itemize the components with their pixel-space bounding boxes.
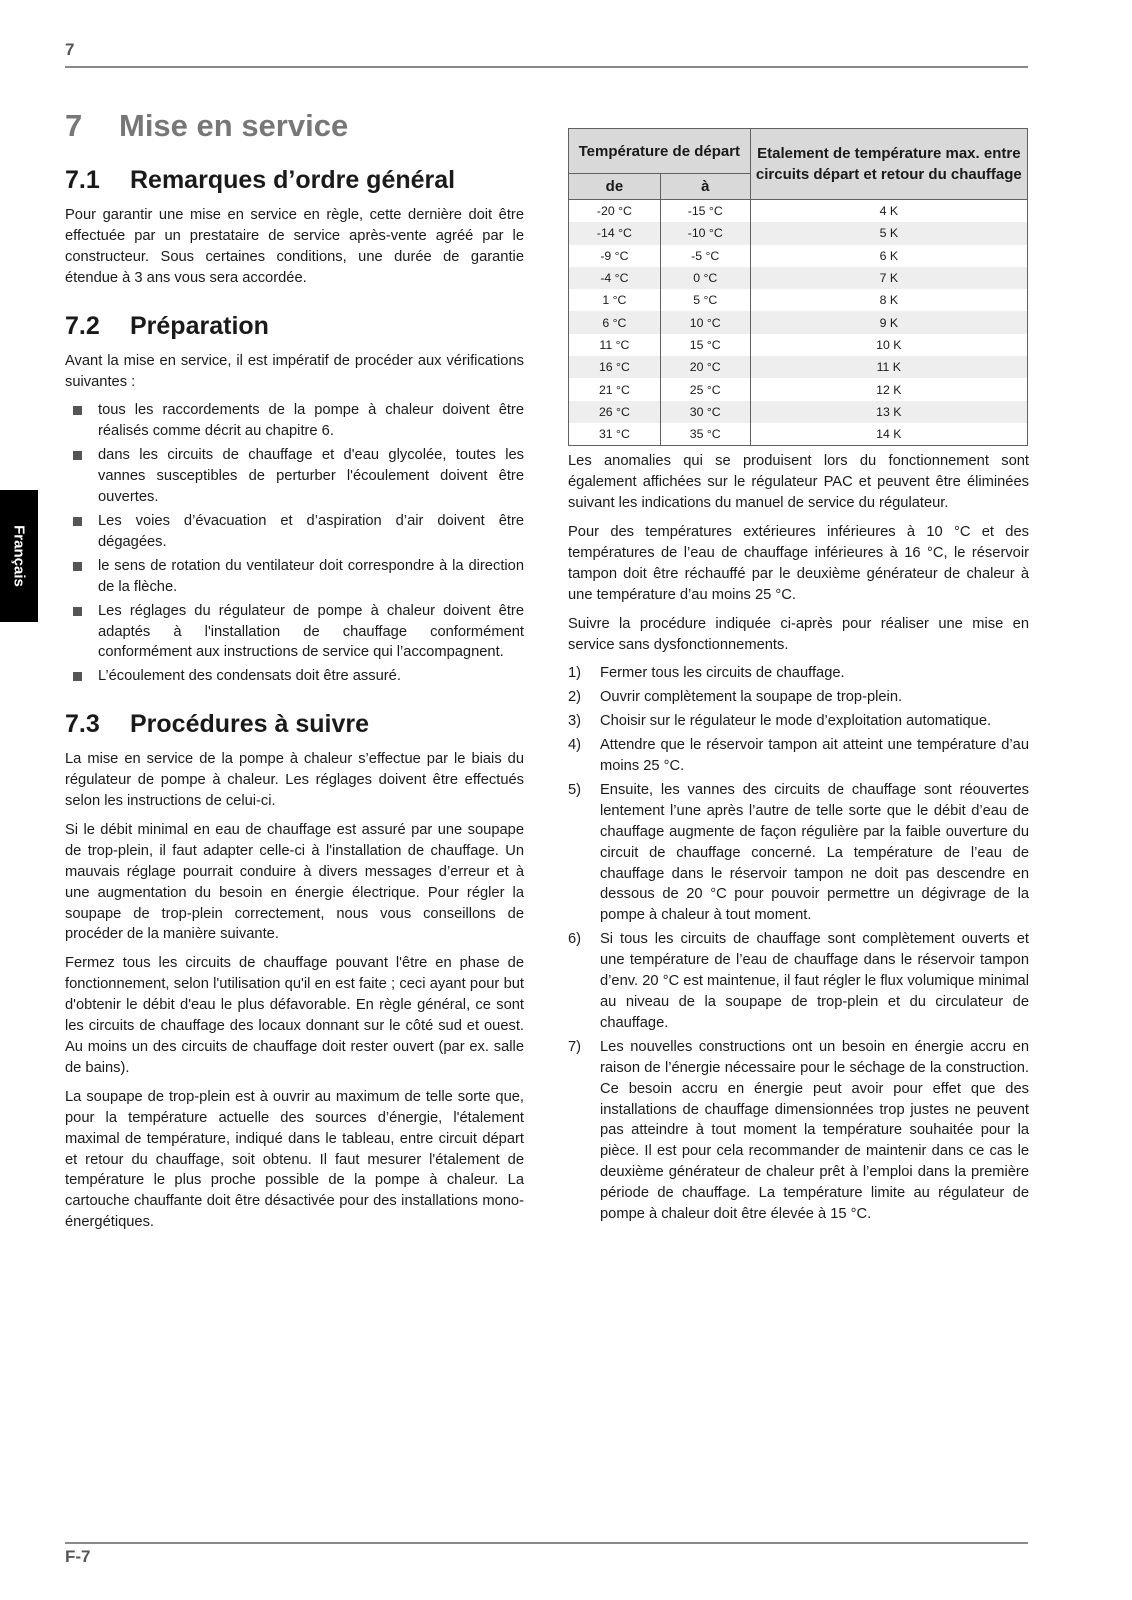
chapter-title-text: Mise en service — [119, 108, 349, 143]
cell-spread: 9 K — [750, 311, 1027, 333]
step-number: 4) — [568, 737, 582, 754]
cell-to: 5 °C — [660, 289, 750, 311]
cell-from: 26 °C — [569, 401, 661, 423]
step-item — [568, 711, 1029, 732]
list-item: dans les circuits de chauffage et d'eau glycolée, toutes les vannes susceptibles de perturber l'écoulement doivent être ouvertes. — [65, 445, 524, 508]
header-chapter-number: 7 — [65, 40, 75, 59]
cell-spread: 11 K — [750, 356, 1027, 378]
step-text: Les nouvelles constructions ont un besoin en énergie accru en raison de l’énergie nécessaire pour le séchage de la construction. Ce besoin accru en énergie peut avoir pour effet que des installations de chauffage dimensionnées trop justes ne peuvent pas atteindre à tout moment la température souhaitée pour la pièce. Il est pour cela recommander de maintenir dans ce cas le deuxième générateur de chaleur prêt à l’emploi dans la première période de chauffage. La température limite au régulateur de pompe à chaleur doit être élevée à 15 °C. — [600, 1038, 1029, 1223]
cell-to: 10 °C — [660, 311, 750, 333]
section-7-2-heading — [65, 312, 524, 341]
cell-from: -9 °C — [569, 245, 661, 267]
section-7-1-heading — [65, 166, 524, 195]
step-number: 1) — [568, 665, 582, 682]
section-7-1 — [65, 166, 524, 289]
header-rule — [65, 66, 1028, 68]
cell-spread: 13 K — [750, 401, 1027, 423]
footer-rule — [65, 1542, 1028, 1544]
step-text: Choisir sur le régulateur le mode d’exploitation automatique. — [600, 713, 992, 730]
table-row — [569, 289, 1028, 311]
footer-page-number: F-7 — [65, 1547, 91, 1566]
cell-spread: 8 K — [750, 289, 1027, 311]
section-title: Préparation — [130, 311, 269, 340]
list-item: le sens de rotation du ventilateur doit correspondre à la direction de la flèche. — [65, 556, 524, 598]
step-item — [568, 687, 1029, 708]
section-title: Remarques d’ordre général — [130, 166, 456, 194]
cell-from: 16 °C — [569, 356, 661, 378]
paragraph: Fermez tous les circuits de chauffage pouvant l'être en phase de fonctionnement, selon l'utilisation qu'il en est faite ; ceci ayant pour but d'obtenir le débit d'eau le plus défavorable. En règle général, ce sont les circuits de chauffage des locaux donnant sur le côté sud et ouest. Au moins un des circuits de chauffage doit rester ouvert (par ex. salle de bains). — [65, 955, 524, 1076]
table-row — [569, 378, 1028, 400]
paragraph: Suivre la procédure indiquée ci-après pour réaliser une mise en service sans dysfonctionnements. — [568, 615, 1029, 653]
cell-to: 20 °C — [660, 356, 750, 378]
step-number: 2) — [568, 689, 582, 706]
step-text: Ensuite, les vannes des circuits de chauffage sont réouvertes lentement l’une après l’autre de telle sorte que le débit d’eau de chauffage augmente de façon régulière par la faible ouverture du circuit de chauffage concerné. La température de l’eau de chauffage dans le réservoir tampon ne doit pas descendre en dessous de 20 °C pour pouvoir permettre un dégivrage de la pompe à chaleur à tout moment. — [600, 781, 1029, 924]
paragraph: Si le débit minimal en eau de chauffage est assuré par une soupape de trop-plein, il faut adapter celle-ci à l'installation de chauffage. Un mauvais réglage pourrait conduire à divers messages d’erreur et à une augmentation du besoin en énergie électrique. Pour régler la soupape de trop-plein correctement, nous vous conseillons de procéder de la manière suivante. — [65, 821, 524, 943]
cell-to: -5 °C — [660, 245, 750, 267]
cell-to: 30 °C — [660, 401, 750, 423]
section-number: 7.2 — [65, 311, 100, 340]
cell-from: -20 °C — [569, 200, 661, 223]
section-number: 7.1 — [65, 166, 100, 194]
cell-from: 1 °C — [569, 289, 661, 311]
step-number: 5) — [568, 781, 582, 798]
step-text: Ouvrir complètement la soupape de trop-plein. — [600, 689, 903, 706]
language-tab-label: Français — [10, 525, 28, 587]
header-flow-temperature: Température de départ — [569, 129, 751, 174]
cell-to: 25 °C — [660, 378, 750, 400]
step-text: Attendre que le réservoir tampon ait atteint une température d’au moins 25 °C. — [600, 737, 1029, 775]
step-text: Fermer tous les circuits de chauffage. — [600, 665, 845, 682]
table-row — [569, 334, 1028, 356]
table-row — [569, 423, 1028, 446]
step-number: 7) — [568, 1038, 582, 1055]
paragraph: Les anomalies qui se produisent lors du fonctionnement sont également affichées sur le régulateur PAC et peuvent être éliminées suivant les indications du manuel de service du régulateur. — [568, 453, 1029, 512]
step-number: 3) — [568, 713, 582, 730]
table-row — [569, 222, 1028, 244]
cell-spread: 5 K — [750, 222, 1027, 244]
section-7-2 — [65, 312, 524, 688]
cell-spread: 10 K — [750, 334, 1027, 356]
section-number: 7.3 — [65, 710, 100, 739]
paragraph: Avant la mise en service, il est impératif de procéder aux vérifications suivantes : — [65, 352, 524, 390]
step-number: 6) — [568, 931, 582, 948]
list-item: Les réglages du régulateur de pompe à chaleur doivent être adaptés à l'installation de chauffage conformément conformément aux instructions de service qui l’accompagnent. — [65, 601, 524, 664]
cell-spread: 6 K — [750, 245, 1027, 267]
cell-from: -4 °C — [569, 267, 661, 289]
table-row — [569, 356, 1028, 378]
paragraph: Pour des températures extérieures inférieures à 10 °C et des températures de l’eau de chauffage inférieures à 16 °C, le réservoir tampon doit être réchauffé par le deuxième générateur de chaleur à une température d’au moins 25 °C. — [568, 523, 1029, 603]
cell-to: -15 °C — [660, 200, 750, 223]
chapter-title-number: 7 — [65, 108, 83, 143]
cell-from: 6 °C — [569, 311, 661, 333]
cell-from: 31 °C — [569, 423, 661, 446]
cell-to: 15 °C — [660, 334, 750, 356]
section-7-3 — [65, 710, 524, 1233]
step-item — [568, 663, 1029, 684]
section-title: Procédures à suivre — [130, 710, 370, 739]
cell-spread: 14 K — [750, 423, 1027, 446]
cell-to: 35 °C — [660, 423, 750, 446]
step-text: Si tous les circuits de chauffage sont complètement ouverts et une température de l’eau de chauffage dans le réservoir tampon d’env. 20 °C est maintenue, il faut régler le flux volumique minimal au niveau de la soupape de trop-plein et du circulateur de chauffage. — [600, 931, 1029, 1031]
step-item — [568, 780, 1029, 926]
table-row — [569, 267, 1028, 289]
table-row — [569, 200, 1028, 223]
table-row — [569, 401, 1028, 423]
language-tab — [0, 490, 38, 622]
table-row — [569, 311, 1028, 333]
list-item: L’écoulement des condensats doit être assuré. — [65, 666, 524, 687]
step-item — [568, 735, 1029, 777]
left-column — [65, 108, 524, 1256]
paragraph: Pour garantir une mise en service en règle, cette dernière doit être effectuée par un prestataire de service après-vente agréé par le constructeur. Sous certaines conditions, une durée de garantie étendue à 3 ans vous sera accordée. — [65, 207, 524, 286]
header-max-spread: Etalement de température max. entre circuits départ et retour du chauffage — [750, 129, 1027, 200]
checklist — [65, 400, 524, 687]
cell-from: -14 °C — [569, 222, 661, 244]
temperature-spread-table — [568, 128, 1028, 446]
chapter-title — [65, 108, 524, 144]
cell-to: -10 °C — [660, 222, 750, 244]
list-item: Les voies d’évacuation et d’aspiration d’air doivent être dégagées. — [65, 511, 524, 553]
procedure-steps — [568, 663, 1029, 1225]
table-row — [569, 245, 1028, 267]
cell-spread: 12 K — [750, 378, 1027, 400]
paragraph: La mise en service de la pompe à chaleur s’effectue par le biais du régulateur de pompe à chaleur. Les réglages doivent être effectués selon les instructions de celui-ci. — [65, 751, 524, 810]
step-item — [568, 1037, 1029, 1225]
cell-spread: 4 K — [750, 200, 1027, 223]
cell-from: 21 °C — [569, 378, 661, 400]
section-7-3-heading — [65, 710, 524, 739]
header-to: à — [660, 174, 750, 200]
step-item — [568, 929, 1029, 1034]
cell-from: 11 °C — [569, 334, 661, 356]
cell-spread: 7 K — [750, 267, 1027, 289]
header-from: de — [569, 174, 661, 200]
right-column — [568, 128, 1029, 1228]
cell-to: 0 °C — [660, 267, 750, 289]
paragraph: La soupape de trop-plein est à ouvrir au maximum de telle sorte que, pour la température actuelle des sources d’énergie, l'étalement maximal de température, indiqué dans le tableau, entre circuit départ et retour du chauffage, soit obtenu. Il faut mesurer l'étalement de température le plus proche possible de la pompe à chaleur. La cartouche chauffante doit être désactivée pour des installations mono-énergétiques. — [65, 1088, 524, 1231]
list-item: tous les raccordements de la pompe à chaleur doivent être réalisés comme décrit au chapitre 6. — [65, 400, 524, 442]
